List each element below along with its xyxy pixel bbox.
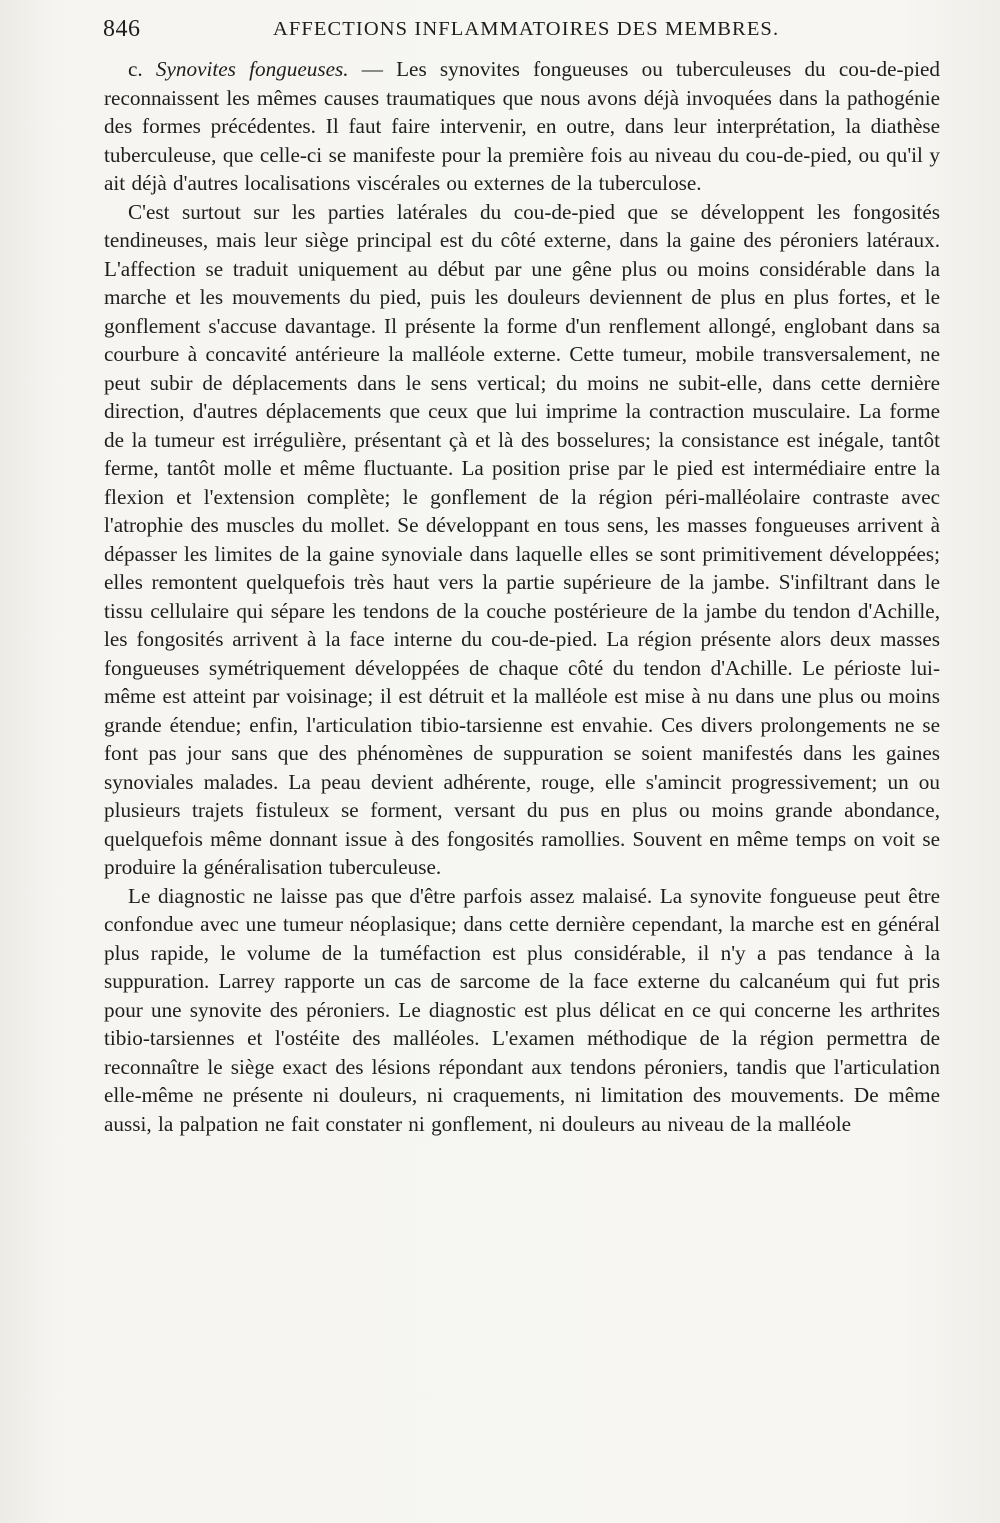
section-intro-text: — Les synovites fongueuses ou tuberculeuses du cou-de-pied reconnaissent les mêmes causes traumatiques que nous avons déjà invoquées dans la pathogénie des formes précédentes. Il faut faire intervenir, en outre, dans leur interprétation, la diathèse tuberculeuse, que celle-ci se manifeste pour la première fois au niveau du cou-de-pied, ou qu'il y ait déjà d'autres localisations viscérales ou externes de la tuberculose.: [104, 57, 941, 195]
paragraph-symptoms: C'est surtout sur les parties latérales du cou-de-pied que se développent les fongosités tendineuses, mais leur siège principal est du côté externe, dans la gaine des péroniers latéraux. L'affection se traduit uniquement au début par une gêne plus ou moins considérable dans la marche et les mouvements du pied, puis les douleurs deviennent de plus en plus fortes, et le gonflement s'accuse davantage. Il présente la forme d'un renflement allongé, englobant dans sa courbure à concavité antérieure la malléole externe. Cette tumeur, mobile transversalement, ne peut subir de déplacements dans le sens vertical; du moins ne subit-elle, dans cette dernière direction, d'autres déplacements que ceux que lui imprime la contraction musculaire. La forme de la tumeur est irrégulière, présentant çà et là des bosselures; la consistance est inégale, tantôt ferme, tantôt molle et même fluctuante. La position prise par le pied est intermédiaire entre la flexion et l'extension complète; le gonflement de la région péri-malléolaire contraste avec l'atrophie des muscles du mollet. Se développant en tous sens, les masses fongueuses arrivent à dépasser les limites de la gaine synoviale dans laquelle elles se sont primitivement développées; elles remontent quelquefois très haut vers la partie supérieure de la jambe. S'infiltrant dans le tissu cellulaire qui sépare les tendons de la couche postérieure de la jambe du tendon d'Achille, les fongosités arrivent à la face interne du cou-de-pied. La région présente alors deux masses fongueuses symétriquement développées de chaque côté du tendon d'Achille. Le périoste lui-même est atteint par voisinage; il est détruit et la malléole est mise à nu dans une plus ou moins grande étendue; enfin, l'articulation tibio-tarsienne est envahie. Ces divers prolongements ne se font pas jour sans que des phénomènes de suppuration se soient manifestés dans les gaines synoviales malades. La peau devient adhérente, rouge, elle s'amincit progressivement; un ou plusieurs trajets fistuleux se forment, versant du pus en plus ou moins grande abondance, quelquefois même donnant issue à des fongosités ramollies. Souvent en même temps on voit se produire la généralisation tuberculeuse.: [104, 199, 940, 879]
page-header: [103, 16, 943, 46]
section-title: Synovites fongueuses.: [155, 57, 349, 81]
paragraph-diagnosis: Le diagnostic ne laisse pas que d'être parfois assez malaisé. La synovite fongueuse peut être confondue avec une tumeur néoplasique; dans cette dernière cependant, la marche est en général plus rapide, le volume de la tuméfaction est plus considérable, il n'y a pas tendance à la suppuration. Larrey rapporte un cas de sarcome de la face externe du calcanéum qui fut pris pour une synovite des péroniers. Le diagnostic est plus délicat en ce qui concerne les arthrites tibio-tarsiennes et l'ostéite des malléoles. L'examen méthodique de la région permettra de reconnaître le siège exact des lésions répondant aux tendons péroniers, tandis que l'articulation elle-même ne présente ni douleurs, ni craquements, ni limitation des mouvements. De même aussi, la palpation ne fait constater ni gonflement, ni douleurs au niveau de la malléole: [104, 883, 940, 1136]
page-number: 846: [103, 16, 141, 42]
section-paragraph: [104, 55, 940, 198]
section-label: c.: [128, 57, 143, 81]
running-title: AFFECTIONS INFLAMMATOIRES DES MEMBRES.: [273, 18, 780, 40]
body-text: [104, 55, 940, 1138]
